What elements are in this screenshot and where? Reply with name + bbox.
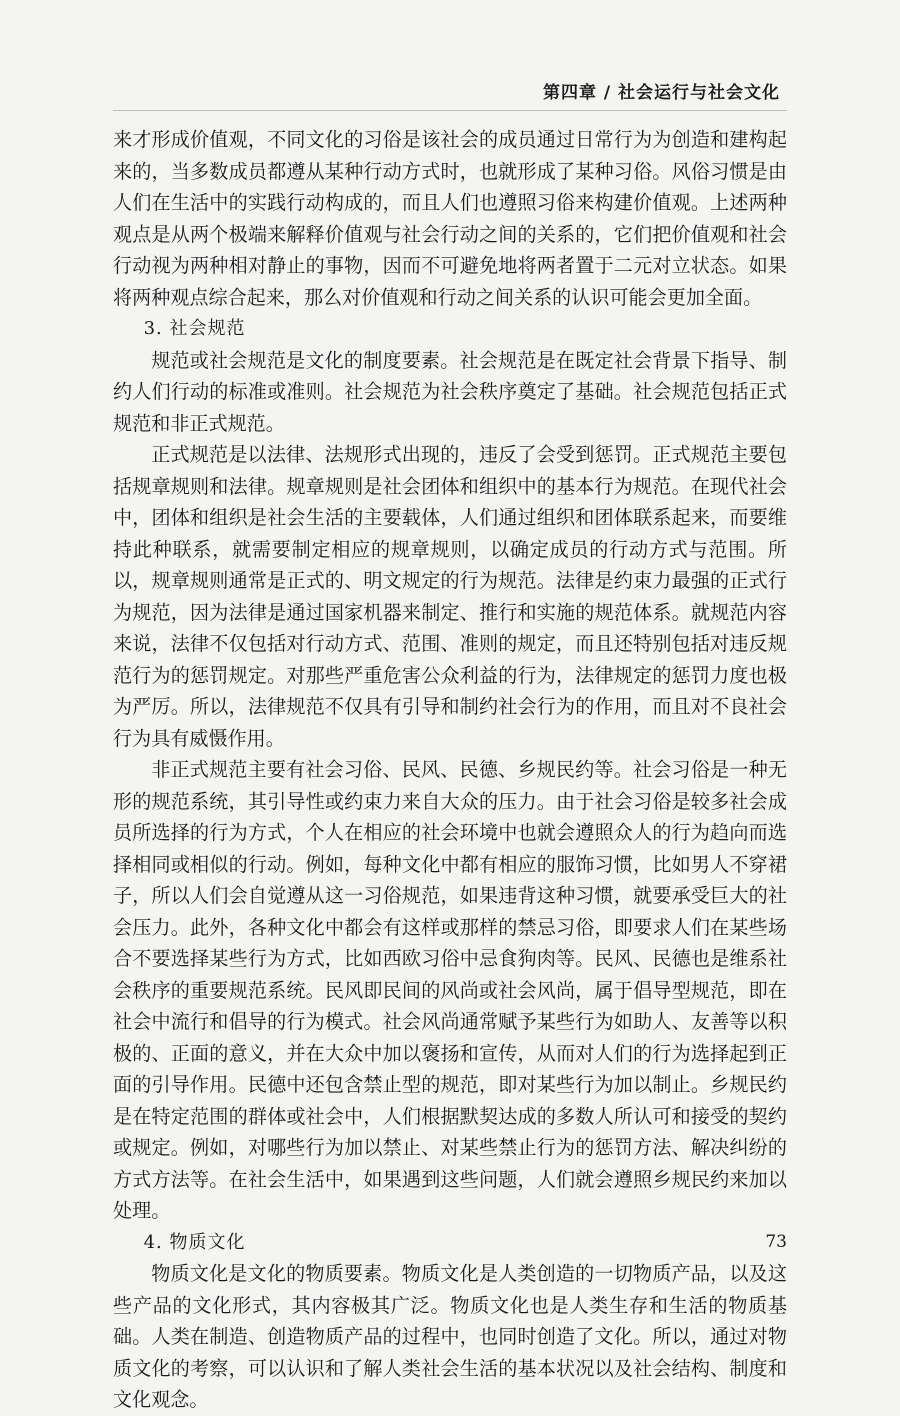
paragraph-norms-intro: 规范或社会规范是文化的制度要素。社会规范是在既定社会背景下指导、制约人们行动的标准或准则。社会规范为社会秩序奠定了基础。社会规范包括正式规范和非正式规范。 [113, 348, 787, 435]
page-number: 73 [765, 1232, 787, 1252]
paragraph-informal-norms: 非正式规范主要有社会习俗、民风、民德、乡规民约等。社会习俗是一种无形的规范系统，其引导性或约束力来自大众的压力。由于社会习俗是较多社会成员所选择的行为方式，个人在相应的社会环境中也就会遵照众人的行为趋向而选择相同或相似的行动。例如，每种文化中都有相应的服饰习惯，比如男人不穿裙子，所以人们会自觉遵从这一习俗规范，如果违背这种习惯，就要承受巨大的社会压力。此外，各种文化中都会有这样或那样的禁忌习俗，即要求人们在某些场合不要选择某些行为方式，比如西欧习俗中忌食狗肉等。民风、民德也是维系社会秩序的重要规范系统。民风即民间的风尚或社会风尚，属于倡导型规范，即在社会中流行和倡导的行为模式。社会风尚通常赋予某些行为如助人、友善等以积极的、正面的意义，并在大众中加以褒扬和宣传，从而对人们的行为选择起到正面的引导作用。民德中还包含禁止型的规范，即对某些行为加以制止。乡规民约是在特定范围的群体或社会中，人们根据默契达成的多数人所认可和接受的契约或规定。例如，对哪些行为加以禁止、对某些禁止行为的惩罚方法、解决纠纷的方式方法等。在社会生活中，如果遇到这些问题，人们就会遵照乡规民约来加以处理。 [113, 758, 787, 1222]
paragraph-formal-norms: 正式规范是以法律、法规形式出现的，违反了会受到惩罚。正式规范主要包括规章规则和法律。规章规则是社会团体和组织中的基本行为规范。在现代社会中，团体和组织是社会生活的主要载体，人们通过组织和团体联系起来，而要维持此种联系，就需要制定相应的规章规则，以确定成员的行动方式与范围。所以，规章规则通常是正式的、明文规定的行为规范。法律是约束力最强的正式行为规范，因为法律是通过国家机器来制定、推行和实施的规范体系。就规范内容来说，法律不仅包括对行动方式、范围、准则的规定，而且还特别包括对违反规范行为的惩罚规定。对那些严重危害公众利益的行为，法律规定的惩罚力度也极为严厉。所以，法律规范不仅具有引导和制约社会行为的作用，而且对不良社会行为具有威慑作用。 [113, 443, 787, 750]
header-rule [113, 110, 787, 111]
section-heading-material-culture: 4. 物质文化 [143, 1231, 246, 1253]
section-heading-social-norms: 3. 社会规范 [143, 318, 246, 339]
running-head: 第四章 / 社会运行与社会文化 [542, 83, 780, 103]
body-text [113, 124, 787, 1416]
paragraph-material-culture: 物质文化是文化的物质要素。物质文化是人类创造的一切物质产品，以及这些产品的文化形式，其内容极其广泛。物质文化也是人类生存和生活的物质基础。人类在制造、创造物质产品的过程中，也同时创造了文化。所以，通过对物质文化的考察，可以认识和了解人类社会生活的基本状况以及社会结构、制度和文化观念。 [113, 1262, 787, 1411]
paragraph-continued: 来才形成价值观，不同文化的习俗是该社会的成员通过日常行为为创造和建构起来的，当多数成员都遵从某种行动方式时，也就形成了某种习俗。风俗习惯是由人们在生活中的实践行动构成的，而且人们也遵照习俗来构建价值观。上述两种观点是从两个极端来解释价值观与社会行动之间的关系的，它们把价值观和社会行动视为两种相对静止的事物，因而不可避免地将两者置于二元对立状态。如果将两种观点综合起来，那么对价值观和行动之间关系的认识可能会更加全面。 [113, 128, 787, 309]
